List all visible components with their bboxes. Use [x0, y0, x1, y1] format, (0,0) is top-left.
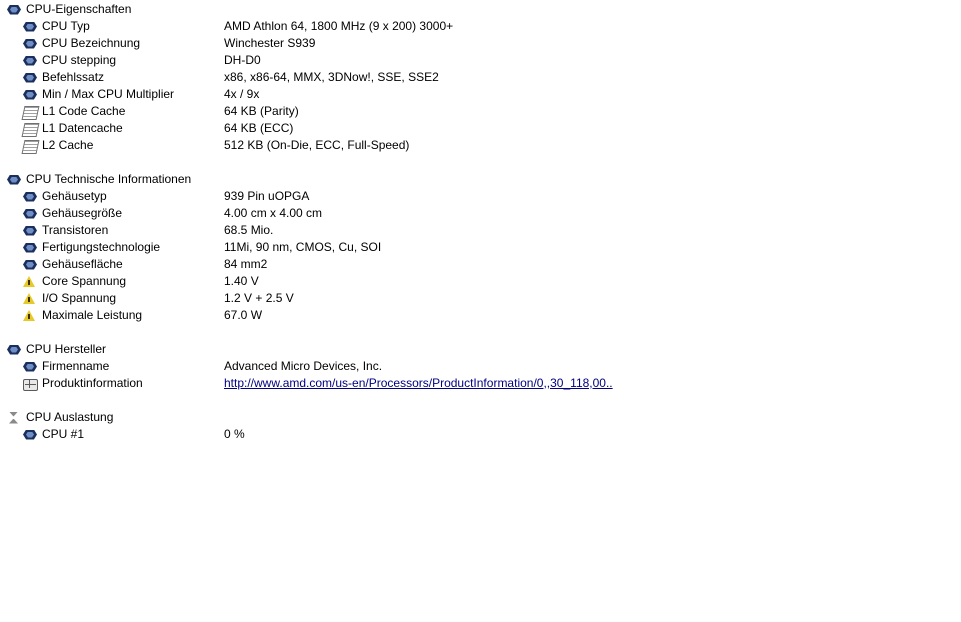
- property-row: [0, 290, 961, 307]
- section-spacer: [0, 392, 961, 409]
- cache-icon: [22, 121, 38, 137]
- chip-icon: [22, 70, 38, 86]
- property-row: [0, 273, 961, 290]
- cache-icon: [22, 138, 38, 154]
- section-spacer: [0, 324, 961, 341]
- property-label: L2 Cache: [42, 138, 94, 152]
- property-label: Firmenname: [42, 359, 110, 373]
- section-title: CPU Technische Informationen: [26, 172, 192, 186]
- property-value: 4x / 9x: [224, 87, 260, 101]
- property-row: [0, 137, 961, 154]
- chip-icon: [22, 87, 38, 103]
- chip-icon: [22, 206, 38, 222]
- warning-icon: [22, 291, 38, 307]
- property-label: Befehlssatz: [42, 70, 105, 84]
- property-row: [0, 18, 961, 35]
- property-row: [0, 188, 961, 205]
- chip-icon: [6, 2, 22, 18]
- cache-icon: [22, 104, 38, 120]
- property-value: Winchester S939: [224, 36, 316, 50]
- property-label: Transistoren: [42, 223, 109, 237]
- section-header[interactable]: [0, 171, 961, 188]
- property-value: 1.2 V + 2.5 V: [224, 291, 294, 305]
- section-header[interactable]: [0, 409, 961, 426]
- property-row: [0, 307, 961, 324]
- chip-icon: [22, 53, 38, 69]
- section-title: CPU Auslastung: [26, 410, 114, 424]
- chip-icon: [6, 172, 22, 188]
- property-row: [0, 52, 961, 69]
- chip-icon: [22, 359, 38, 375]
- warning-icon: [22, 274, 38, 290]
- property-value: 64 KB (Parity): [224, 104, 299, 118]
- chip-icon: [22, 257, 38, 273]
- chip-icon: [22, 223, 38, 239]
- chip-icon: [22, 189, 38, 205]
- property-label: Gehäusefläche: [42, 257, 123, 271]
- property-value: 1.40 V: [224, 274, 259, 288]
- product-information-link[interactable]: http://www.amd.com/us-en/Processors/ProductInformation/0,,30_118,00..: [224, 376, 613, 390]
- property-row: [0, 375, 961, 392]
- section-cpu-hersteller: [0, 341, 961, 392]
- property-label: L1 Code Cache: [42, 104, 126, 118]
- property-label: Gehäusegröße: [42, 206, 123, 220]
- property-label: I/O Spannung: [42, 291, 117, 305]
- property-value: 11Mi, 90 nm, CMOS, Cu, SOI: [224, 240, 382, 254]
- property-row: [0, 205, 961, 222]
- property-row: [0, 120, 961, 137]
- property-label: CPU stepping: [42, 53, 117, 67]
- section-cpu-auslastung: [0, 409, 961, 443]
- property-value: x86, x86-64, MMX, 3DNow!, SSE, SSE2: [224, 70, 439, 84]
- property-row: [0, 103, 961, 120]
- property-value: DH-D0: [224, 53, 261, 67]
- property-label: Fertigungstechnologie: [42, 240, 161, 254]
- chip-icon: [22, 19, 38, 35]
- property-value: 4.00 cm x 4.00 cm: [224, 206, 323, 220]
- property-row: [0, 256, 961, 273]
- property-label: CPU Typ: [42, 19, 90, 33]
- section-title: CPU-Eigenschaften: [26, 2, 132, 16]
- property-label: Maximale Leistung: [42, 308, 143, 322]
- property-label: CPU #1: [42, 427, 85, 441]
- property-label: L1 Datencache: [42, 121, 123, 135]
- property-row: [0, 86, 961, 103]
- warning-icon: [22, 308, 38, 324]
- property-label: Core Spannung: [42, 274, 127, 288]
- property-value: 512 KB (On-Die, ECC, Full-Speed): [224, 138, 410, 152]
- property-label: Min / Max CPU Multiplier: [42, 87, 175, 101]
- property-row: [0, 426, 961, 443]
- property-label: Produktinformation: [42, 376, 143, 390]
- property-value: 939 Pin uOPGA: [224, 189, 310, 203]
- property-value: Advanced Micro Devices, Inc.: [224, 359, 383, 373]
- property-row: [0, 35, 961, 52]
- link-icon: [22, 376, 38, 392]
- property-row: [0, 239, 961, 256]
- chip-icon: [6, 342, 22, 358]
- property-label: CPU Bezeichnung: [42, 36, 141, 50]
- property-row: [0, 69, 961, 86]
- section-header[interactable]: [0, 341, 961, 358]
- property-value: 84 mm2: [224, 257, 268, 271]
- chip-icon: [22, 427, 38, 443]
- chip-icon: [22, 36, 38, 52]
- property-value: 64 KB (ECC): [224, 121, 294, 135]
- property-value: 0 %: [224, 427, 245, 441]
- section-cpu-technische-informationen: [0, 171, 961, 324]
- section-cpu-eigenschaften: [0, 1, 961, 154]
- property-value: 67.0 W: [224, 308, 263, 322]
- section-spacer: [0, 154, 961, 171]
- section-title: CPU Hersteller: [26, 342, 107, 356]
- hourglass-icon: [6, 410, 22, 426]
- property-value: AMD Athlon 64, 1800 MHz (9 x 200) 3000+: [224, 19, 454, 33]
- chip-icon: [22, 240, 38, 256]
- property-row: [0, 222, 961, 239]
- property-row: [0, 358, 961, 375]
- property-value[interactable]: [224, 375, 613, 392]
- section-header[interactable]: [0, 1, 961, 18]
- property-value: 68.5 Mio.: [224, 223, 274, 237]
- property-label: Gehäusetyp: [42, 189, 107, 203]
